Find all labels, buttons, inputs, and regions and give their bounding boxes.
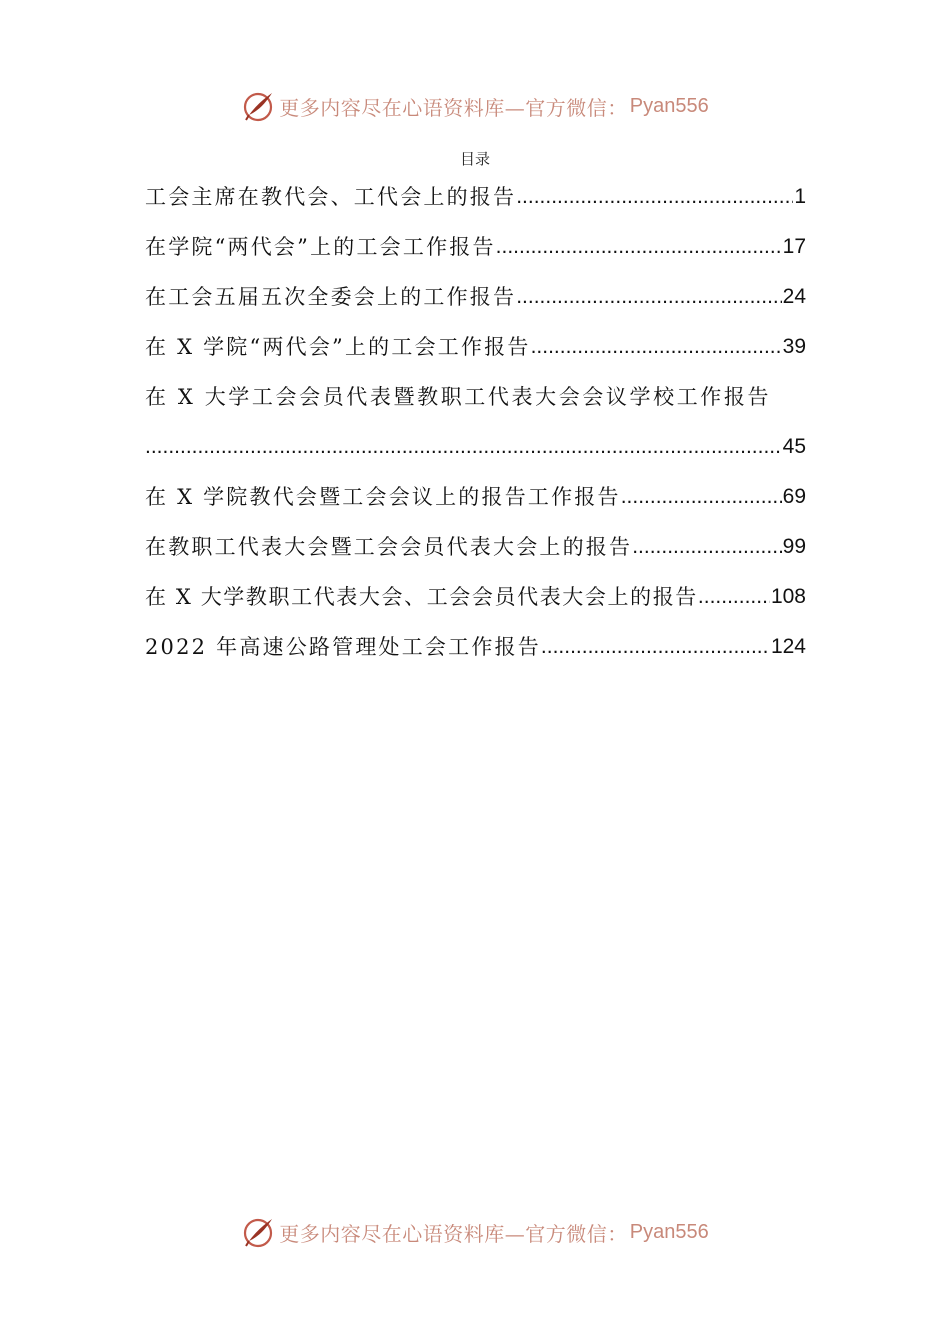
- toc-entry[interactable]: [145, 322, 806, 372]
- toc-leader-dots: [632, 522, 781, 572]
- toc-entry[interactable]: [145, 222, 806, 272]
- quill-logo-icon: [241, 1215, 275, 1249]
- watermark-handle: Pyan556: [629, 1220, 709, 1243]
- quill-logo-icon: [241, 89, 275, 123]
- toc-entry-page: 17: [782, 235, 806, 258]
- watermark-header: [0, 84, 950, 128]
- toc-entry[interactable]: [145, 572, 806, 622]
- toc-entry[interactable]: [145, 622, 806, 672]
- toc-leader-dots: [698, 572, 770, 622]
- toc-leader-dots: [541, 622, 770, 672]
- toc-entry-title: 2022 年高速公路管理处工会工作报告: [145, 635, 541, 659]
- toc-leader-dots: [516, 272, 781, 322]
- toc-entry-page: 39: [782, 335, 806, 358]
- watermark-text: 更多内容尽在心语资料库—官方微信：: [279, 1221, 628, 1246]
- toc-entry-title: 在 X 大学工会会员代表暨教职工代表大会会议学校工作报告: [145, 385, 772, 409]
- toc-entry[interactable]: [145, 522, 806, 572]
- toc-leader-dots: [145, 422, 782, 472]
- toc-entry[interactable]: [145, 472, 806, 522]
- table-of-contents: [145, 172, 806, 672]
- watermark-footer: [0, 1210, 950, 1254]
- toc-entry-page: 1: [794, 185, 806, 208]
- toc-entry-title: 工会主席在教代会、工代会上的报告: [145, 185, 517, 209]
- toc-entry-page: 124: [770, 635, 806, 658]
- toc-entry-title: 在教职工代表大会暨工会会员代表大会上的报告: [145, 535, 633, 559]
- toc-leader-dots: [621, 472, 782, 522]
- watermark-handle: Pyan556: [629, 94, 709, 117]
- toc-leader-dots: [516, 172, 793, 222]
- toc-leader-dots: [531, 322, 782, 372]
- toc-entry[interactable]: [145, 272, 806, 322]
- toc-leader-dots: [496, 222, 782, 272]
- toc-entry-page: 99: [782, 535, 806, 558]
- toc-entry-page: 24: [782, 285, 806, 308]
- toc-title: 目录: [459, 150, 490, 168]
- toc-entry[interactable]: [145, 372, 806, 422]
- toc-entry-page: 108: [770, 585, 806, 608]
- watermark-text: 更多内容尽在心语资料库—官方微信：: [279, 95, 628, 120]
- toc-entry-title: 在 X 学院“两代会”上的工会工作报告: [145, 335, 531, 359]
- toc-entry-page: 69: [782, 485, 806, 508]
- toc-entry[interactable]: [145, 172, 806, 222]
- toc-entry-title: 在 X 学院教代会暨工会会议上的报告工作报告: [145, 485, 621, 509]
- toc-entry-title: 在工会五届五次全委会上的工作报告: [145, 285, 517, 309]
- toc-entry-title: 在 X 大学教职工代表大会、工会会员代表大会上的报告: [145, 585, 698, 609]
- toc-entry-title: 在学院“两代会”上的工会工作报告: [145, 235, 496, 259]
- toc-entry-page: 45: [782, 435, 806, 458]
- toc-entry-continuation[interactable]: [145, 422, 806, 472]
